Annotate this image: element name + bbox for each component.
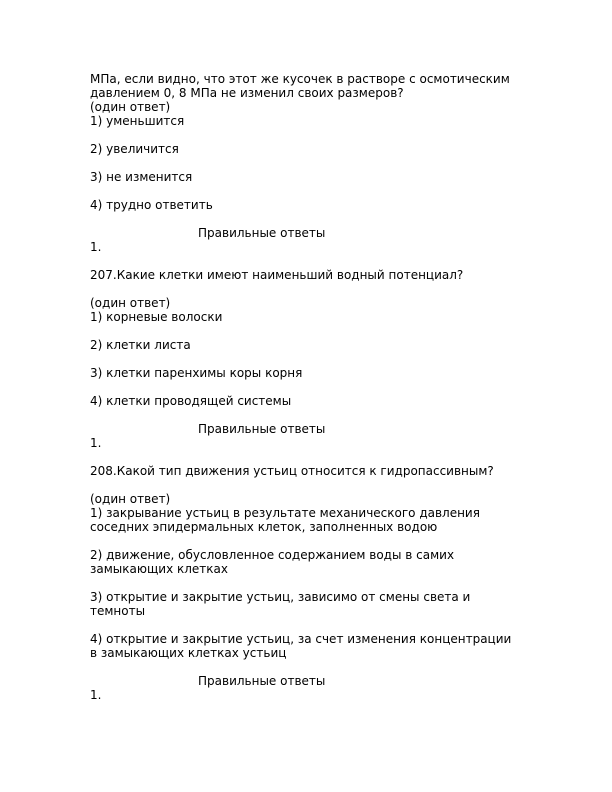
question-title: 207.Какие клетки имеют наименьший водный потенциал? [90,268,464,282]
question-206 [90,72,530,268]
correct-answers-label: Правильные ответы [198,226,326,240]
answer-mode: (один ответ) [90,492,171,506]
answer-mode: (один ответ) [90,296,171,310]
option-1: 1) корневые волоски [90,310,223,324]
option-3: 3) не изменится [90,170,193,184]
option-3-cont: темноты [90,604,146,618]
option-2-cont: замыкающих клетках [90,562,228,576]
option-1-cont: соседних эпидермальных клеток, заполненных водою [90,520,438,534]
question-207 [90,268,530,464]
option-4: 4) клетки проводящей системы [90,394,292,408]
option-1: 1) уменьшится [90,114,185,128]
document-page [90,72,530,702]
answer-number: 1. [90,436,102,450]
question-title: 208.Какой тип движения устьиц относится к гидропассивным? [90,464,494,478]
option-3: 3) клетки паренхимы коры корня [90,366,303,380]
question-text: МПа, если видно, что этот же кусочек в растворе с осмотическим [90,72,510,86]
correct-answers-label: Правильные ответы [198,674,326,688]
option-2: 2) увеличится [90,142,179,156]
option-2: 2) клетки листа [90,338,191,352]
correct-answers-label: Правильные ответы [198,422,326,436]
option-4-cont: в замыкающих клетках устьиц [90,646,287,660]
option-4: 4) открытие и закрытие устьиц, за счет изменения концентрации [90,632,512,646]
answer-number: 1. [90,240,102,254]
answer-mode: (один ответ) [90,100,171,114]
answer-number: 1. [90,688,102,702]
question-208 [90,464,530,702]
option-3: 3) открытие и закрытие устьиц, зависимо от смены света и [90,590,471,604]
option-2: 2) движение, обусловленное содержанием воды в самих [90,548,455,562]
option-4: 4) трудно ответить [90,198,213,212]
option-1: 1) закрывание устьиц в результате механического давления [90,506,480,520]
question-text: давлением 0, 8 МПа не изменил своих размеров? [90,86,404,100]
